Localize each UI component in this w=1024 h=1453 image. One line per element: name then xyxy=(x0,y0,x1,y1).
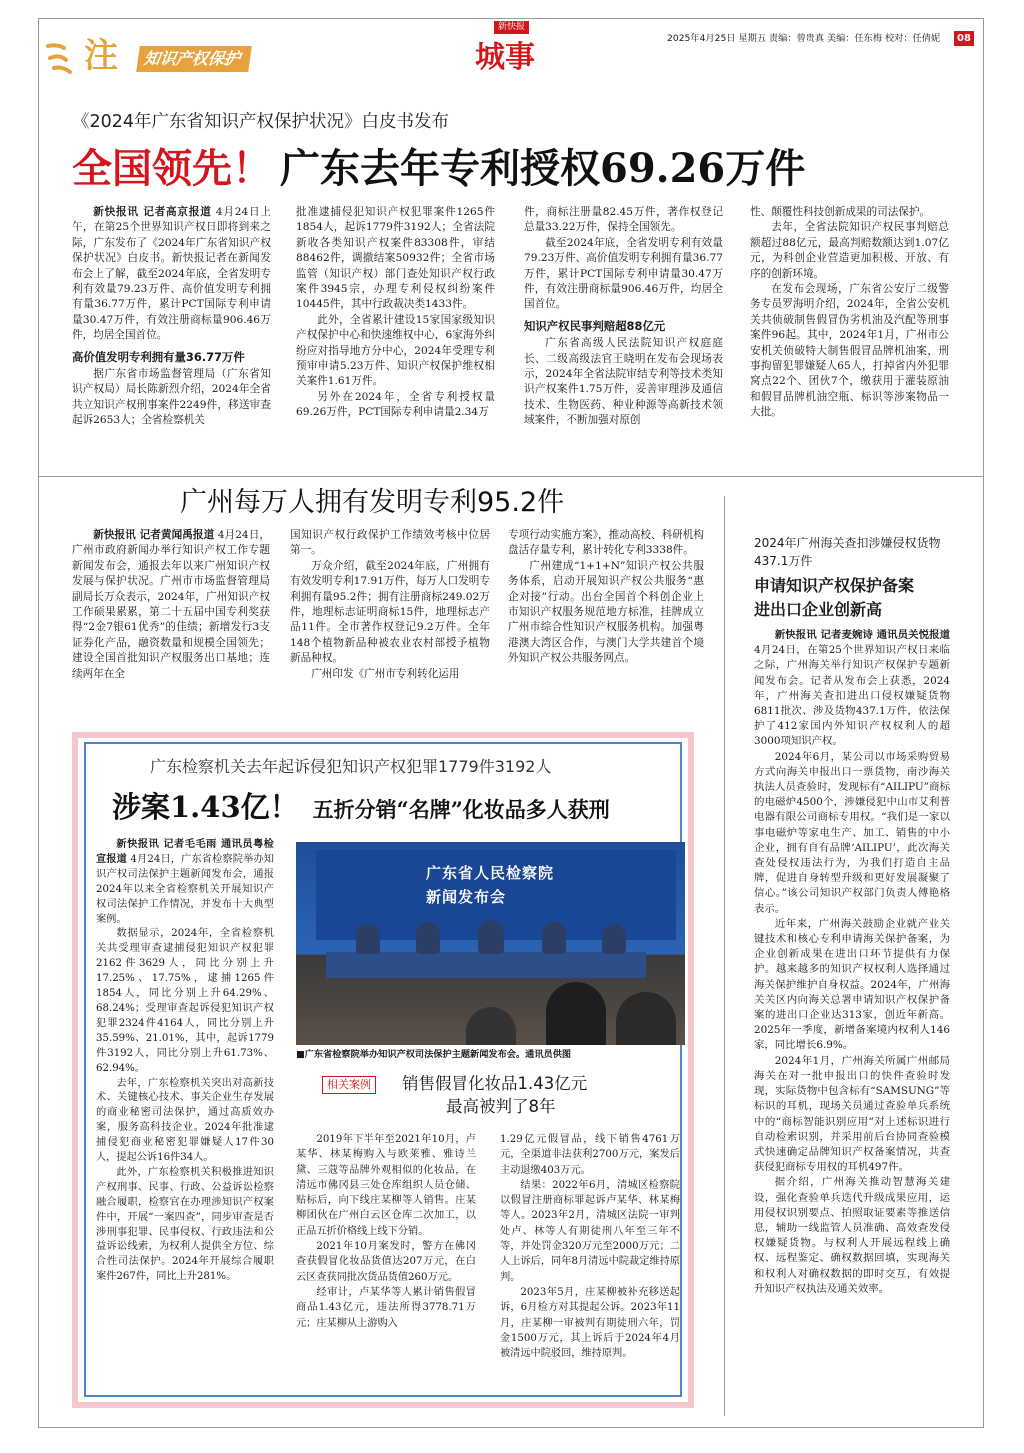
story3-column-left: 新快报讯 记者毛毛雨 通讯员粤检宣报道 4月24日，广东省检察院举办知识产权司法保护主题新闻发布会，通报2024年以来全省检察机关开展知识产权司法保护工作情况，并发布十大典型案例。 数据显示，2024年，全省检察机关共受理审查逮捕侵犯知识产权犯罪2162件3629人，同比分别上升17.25%、17.75%，逮捕1265件1854人，同比分别上升64.29%、68.24%；受理审查起诉侵犯知识产权犯罪2324件4164人，同比分别上升35.59%、21.01%，其中，起诉1779件3192人，同比分别上升61.73%、62.94%。 去年，广东检察机关突出对高新技术、关键核心技术、事关企业生存发展的商业秘密司法保护，通过高质效办案，服务高科技企业。2024年批准逮捕侵犯商业秘密犯罪嫌疑人17件30人，提起公诉16件34人。 此外，广东检察机关积极推进知识产权刑事、民事、行政、公益诉讼检察融合履职，检察官在办理涉知识产权案件中，开展“一案四查”，同步审查是否涉刑事犯罪、民事侵权、行政违法和公益诉讼线索，为权利人提供全方位、综合性司法保护。2024年开展综合履职案件267件，同比上升281%。 xyxy=(96,839,274,1283)
date-line: 2025年4月25日 星期五 责编：曾贵真 美编：任东梅 校对：任倩妮 xyxy=(667,33,941,44)
story3-kicker: 广东检察机关去年起诉侵犯知识产权犯罪1779件3192人 xyxy=(150,757,552,776)
sidebar-kicker: 2024年广州海关查扣涉嫌侵权货物437.1万件 xyxy=(754,536,941,568)
case-tag: 相关案例 xyxy=(322,1076,376,1094)
case-column-1: 2019年下半年至2021年10月，卢某华、林某梅购入与欧莱雅、雅诗兰黛、三蔻等品牌外观相似的化妆品，在清远市佛冈县三处仓库组织人员仓储、贴标后，向下线庄某柳等人销售。庄某柳团伙在广州白云区仓库二次加工，以正品五折价格线上线下分销。 2021年10月案发时，警方在佛冈查获假冒化妆品货值达207万元，在白云区查获同批次货品货值260万元。 经审计，卢某华等人累计销售假冒商品1.43亿元，违法所得3778.71万元；庄某柳从上游购入 xyxy=(296,1134,476,1329)
photo-banner-line-1: 广东省人民检察院 xyxy=(426,864,555,882)
column-title: 知识产权保护 xyxy=(136,46,252,72)
sidebar-headline-line-1: 申请知识产权保护备案 xyxy=(754,576,915,595)
sidebar-column: 新快报讯 记者麦婉诗 通讯员关悦报道 4月24日，在第25个世界知识产权日来临之际，广州海关举行知识产权保护专题新闻发布会。记者从发布会上获悉，2024年，广州海关查扣进出口侵权嫌疑货物6811批次、涉及货物437.1万件，依法保护了412家国内外知识产权权利人的超3000项知识产权。 2024年6月，某公司以市场采购贸易方式向海关申报出口一票货物，南沙海关执法人员查验时，发现标有“AILIPU”商标的电磁炉4500个，涉嫌侵犯中山市艾利普电器有限公司商标专用权。“我们是一家以事电磁炉等家电生产、加工、销售的中小企业，拥有自有品牌‘AILIPU’，此次海关查处侵权违法行为，为我们打造自主品牌，促进自身转型升级和更好发展凝聚了信心。”该公司知识产权部门负责人傅艳格表示。 近年来，广州海关鼓励企业就产业关键技术和核心专利申请海关保护备案，为企业创新成果在进出口环节提供有力保护。越来越多的知识产权权利人选择通过海关保护维护自身权益。2024年，广州海关关区内向海关总署申请知识产权保护备案的进出口企业达313家，创近年新高。2025年一季度，新增备案境内权利人146家，同比增长6.9%。 2024年1月，广州海关所属广州邮局海关在对一批申报出口的快件查验时发现，实际货物中包含标有“SAMSUNG”等标识的耳机，现场关员通过查验单兵系统中的“商标智能识别应用”对上述标识进行自动检索识别，并采用前后台协同查验模式快速确定品牌知识产权备案情况，共查获侵犯商标专用权的耳机497件。 据介绍，广州海关推动智慧海关建设，强化查验单兵迭代升级成果应用，运用侵权识别要点、拍照取证要素等推送信息，辅助一线监管人员准确、高效查发侵权嫌疑货物。与权利人开展远程线上确权、远程鉴定、确权数据回填，实现海关和权利人对确权数据的即时交互，有效提升知识产权执法及通关效率。 xyxy=(754,629,950,1295)
story1-column-2: 批准逮捕侵犯知识产权犯罪案件1265件1854人，起诉1779件3192人；全省法院新收各类知识产权案件83308件，审结88462件，调撤结案50932件；全省市场监管（知识产权）部门查处知识产权行政案件3945宗，办理专利侵权纠纷案件10445件，其中行政裁决类1433件。 此外，全省累计建设15家国家级知识产权保护中心和快速维权中心，6家海外纠纷应对指导地方分中心，2024年受理专利预审申请5.23万件、知识产权保护维权相关案件1.61万件。 另外在2024年，全省专利授权量69.26万件，PCT国际专利申请量2.34万 xyxy=(296,206,495,419)
photo-banner-line-2: 新闻发布会 xyxy=(426,888,507,906)
case-column-2: 1.29亿元假冒品，线下销售4761万元，全渠道非法获利2700万元，案发后主动退缴403万元。 结果：2022年6月，清城区检察院以假冒注册商标罪起诉卢某华、林某梅等人。2023年2月，清城区法院一审判处卢、林等人有期徒刑八年至三年不等，并处罚金320万元至2000万元；二人上诉后，同年8月清远中院裁定维持原判。 2023年5月，庄某柳被补充移送起诉，6月检方对其提起公诉。2023年11月，庄某柳一审被判有期徒刑六年，罚金1500万元，其上诉后于2024年4月被清远中院驳回，维持原判。 xyxy=(500,1134,680,1360)
story2-byline: 新快报讯 记者黄闻禹报道 xyxy=(93,529,215,541)
photo-caption: ■广东省检察院举办知识产权司法保护主题新闻发布会。通讯员供图 xyxy=(296,1049,572,1060)
story1-subhead-2: 知识产权民事判赔超88亿元 xyxy=(524,318,666,333)
photo-speaker-5 xyxy=(602,924,626,954)
column-mark: 注 xyxy=(84,36,118,76)
story1-kicker: 《2024年广东省知识产权保护状况》白皮书发布 xyxy=(72,112,450,132)
case-title-line-2: 最高被判了8年 xyxy=(446,1097,556,1116)
story1-headline-black: 广东去年专利授权69.26万件 xyxy=(280,145,806,192)
section-divider xyxy=(38,476,984,477)
sidebar-headline-line-2: 进出口企业创新高 xyxy=(754,600,883,619)
story1-column-1: 新快报讯 记者高京报道 4月24日上午，在第25个世界知识产权日即将到来之际，广东发布了《2024年广东省知识产权保护状况》白皮书。新快报记者在新闻发布会上了解，截至2024年底，全省发明专利有效量79.23万件、高价值发明专利拥有量36.77万件，累计PCT国际专利申请量30.47万件，有效注册商标量906.46万件，均居全国首位。 高价值发明专利拥有量36.77万件 据广东省市场监督管理局（广东省知识产权局）局长陈新烈介绍，2024年全省共立知识产权刑事案件2249件，移送审查起诉2653人；全省检察机关 xyxy=(72,206,271,427)
story1-headline xyxy=(72,138,805,208)
photo-table xyxy=(326,952,646,978)
section-badge: 新快报 xyxy=(494,21,529,34)
decorative-brush-icon xyxy=(44,38,80,78)
story3-headline xyxy=(112,786,610,833)
story1-column-3: 件，商标注册量82.45万件，著作权登记总量33.22万件，保持全国领先。 截至2024年底，全省发明专利有效量79.23万件、高价值发明专利拥有量36.77万件，累计PCT国际专利申请量30.47万件，有效注册商标量906.46万件，均居全国首位。 知识产权民事判赔超88亿元 广东省高级人民法院知识产权庭庭长、二级高级法官王晓明在发布会现场表示，2024年全省法院审结专利等技术类知识产权案件1.75万件，妥善审理涉及通信技术、生物医药、种业种源等高新技术领域案件，不断加强对原创 xyxy=(524,206,723,427)
story3-byline: 新快报讯 记者毛毛雨 通讯员粤检宣报道 xyxy=(96,839,274,865)
section-title: 城事 xyxy=(475,40,535,75)
story1-subhead-1: 高价值发明专利拥有量36.77万件 xyxy=(72,349,245,364)
story1-headline-red: 全国领先！ xyxy=(72,145,272,192)
press-conference-photo xyxy=(296,842,685,1045)
sidebar-divider xyxy=(724,496,725,1416)
story3-headline-rest: 五折分销“名牌”化妆品多人获刑 xyxy=(312,797,610,822)
photo-speaker-2 xyxy=(416,922,440,954)
story2-column-3: 专项行动实施方案》，推动高校、科研机构盘活存量专利，累计转化专利3338件。 广州建成“1+1+N”知识产权公共服务体系，启动开展知识产权公共服务“惠企对接”行动。出台全国首个科创企业上市知识产权服务规范地方标准，挂牌成立广州市综合性知识产权服务机构。加强粤港澳大湾区合作，与澳门大学共建首个境外知识产权公共服务网点。 xyxy=(508,529,704,665)
photo-speaker-3 xyxy=(478,920,504,954)
photo-speaker-1 xyxy=(356,924,380,954)
story2-headline: 广州每万人拥有发明专利95.2件 xyxy=(180,487,565,518)
page-number: 08 xyxy=(954,31,974,46)
case-title-line-1: 销售假冒化妆品1.43亿元 xyxy=(402,1074,588,1093)
story1-column-4: 性、颠覆性科技创新成果的司法保护。 去年，全省法院知识产权民事判赔总额超过88亿元，最高判赔数额达到1.07亿元，为科创企业营造更加积极、开放、有序的创新环境。 在发布会现场，广东省公安厅二级警务专员罗海明介绍，2024年，全省公安机关共侦破制售假冒伪劣机油及汽配等刑事案件96起。其中，2024年1月，广州市公安机关侦破特大制售假冒品牌机油案，刑事拘留犯罪嫌疑人65人，打掉省内外犯罪窝点22个、团伙7个，缴获用于灌装原油和假冒品牌机油空瓶、标识等涉案物品一大批。 xyxy=(750,206,949,419)
photo-speaker-4 xyxy=(542,922,566,954)
story2-column-2: 国知识产权行政保护工作绩效考核中位居第一。 万众介绍，截至2024年底，广州拥有有效发明专利17.91万件，每万人口发明专利拥有量95.2件；拥有注册商标249.02万件，地理标志证明商标15件，地理标志产品11件。全市著作权登记9.2万件。全年148个植物新品种被农业农村部授予植物新品种权。 广州印发《广州市专利转化运用 xyxy=(290,529,490,680)
photo-audience-2 xyxy=(616,992,676,1045)
story2-column-1: 新快报讯 记者黄闻禹报道 4月24日，广州市政府新闻办举行知识产权工作专题新闻发布会，通报去年以来广州知识产权发展与保护状况。广州市市场监督管理局副局长万众表示，2024年，广州知识产权工作硕果累累，第二十五届中国专利奖获得“2金7银61优秀”的佳绩；新增发行3支证券化产品，融资数量和规模全国领先；建设全国首批知识产权服务出口基地；连续两年在全 xyxy=(72,529,271,680)
photo-audience-3 xyxy=(466,1007,516,1045)
sidebar-byline: 新快报讯 记者麦婉诗 通讯员关悦报道 xyxy=(774,629,950,641)
photo-audience-1 xyxy=(546,982,606,1045)
story1-byline: 新快报讯 记者高京报道 xyxy=(93,206,212,218)
story3-headline-bold: 涉案1.43亿！ xyxy=(112,790,299,824)
masthead xyxy=(38,18,984,88)
